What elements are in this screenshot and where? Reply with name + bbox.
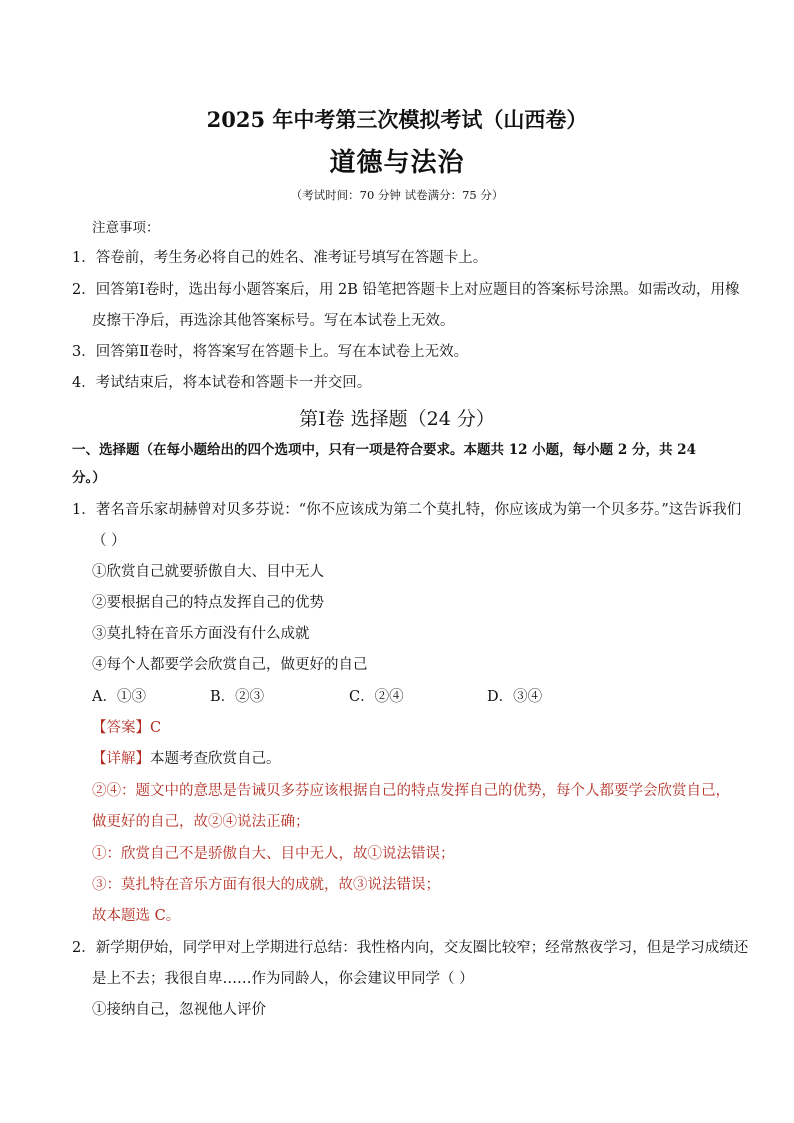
subject-title: 道德与法治	[329, 148, 465, 178]
answer-label: 【答案】	[92, 720, 150, 736]
answer-value: C	[150, 720, 162, 736]
notice-item-1: 1．答卷前，考生务必将自己的姓名、准考证号填写在答题卡上。	[72, 250, 488, 266]
exam-info: （考试时间：70 分钟 试卷满分：75 分）	[290, 188, 504, 202]
notice-item-3: 3．回答第Ⅱ卷时，将答案写在答题卡上。写在本试卷上无效。	[72, 344, 469, 360]
q1-option-a: A．①③	[92, 689, 146, 705]
notice-item-2-cont: 皮擦干净后，再选涂其他答案标号。写在本试卷上无效。	[92, 313, 455, 329]
q1-detail	[92, 749, 281, 769]
q2-stem-1: 2．新学期伊始，同学甲对上学期进行总结：我性格内向，交友圈比较窄；经常熬夜学习，但是学习成绩还	[72, 940, 749, 956]
q1-analysis-1: ②④：题文中的意思是告诫贝多芬应该根据自己的特点发挥自己的优势，每个人都要学会欣赏自己，	[92, 783, 730, 799]
q1-stem-2: （ ）	[92, 533, 126, 549]
notice-heading: 注意事项：	[92, 220, 160, 236]
q1-answer	[92, 718, 161, 738]
section-title: 第Ⅰ卷 选择题（24 分）	[299, 408, 495, 430]
notice-item-2: 2．回答第Ⅰ卷时，选出每小题答案后，用 2B 铅笔把答题卡上对应题目的答案标号涂黑。如需改动，用橡	[72, 282, 740, 298]
q1-statement-1: ①欣赏自己就要骄傲自大、目中无人	[92, 564, 324, 580]
q1-analysis-4: ③：莫扎特在音乐方面有很大的成就，故③说法错误；	[92, 877, 440, 893]
q1-stem-1: 1．著名音乐家胡赫曾对贝多芬说：“你不应该成为第二个莫扎特，你应该成为第一个贝多芬。”这告诉我们	[72, 502, 742, 518]
q2-stem-2: 是上不去；我很自卑……作为同龄人，你会建议甲同学（ ）	[92, 971, 474, 987]
q1-statement-4: ④每个人都要学会欣赏自己，做更好的自己	[92, 657, 368, 673]
section-instruction-1: 一、选择题（在每小题给出的四个选项中，只有一项是符合要求。本题共 12 小题，每小题 2 分，共 24	[72, 442, 696, 458]
q1-statement-2: ②要根据自己的特点发挥自己的优势	[92, 595, 324, 611]
q1-statement-3: ③莫扎特在音乐方面没有什么成就	[92, 626, 310, 642]
q1-analysis-5: 故本题选 C。	[92, 908, 181, 924]
detail-label: 【详解】	[92, 751, 150, 767]
section-instruction-2: 分。）	[72, 470, 106, 486]
exam-title: 2025 年中考第三次模拟考试（山西卷）	[206, 107, 588, 132]
q1-analysis-2: 做更好的自己，故②④说法正确；	[92, 814, 310, 830]
notice-item-4: 4．考试结束后，将本试卷和答题卡一并交回。	[72, 375, 372, 391]
q1-option-d: D．③④	[487, 689, 543, 705]
q1-option-c: C．②④	[349, 689, 404, 705]
q1-option-b: B．②③	[210, 689, 265, 705]
q1-analysis-3: ①：欣赏自己不是骄傲自大、目中无人，故①说法错误；	[92, 846, 455, 862]
detail-text: 本题考查欣赏自己。	[150, 751, 281, 767]
q2-statement-1: ①接纳自己，忽视他人评价	[92, 1002, 266, 1018]
